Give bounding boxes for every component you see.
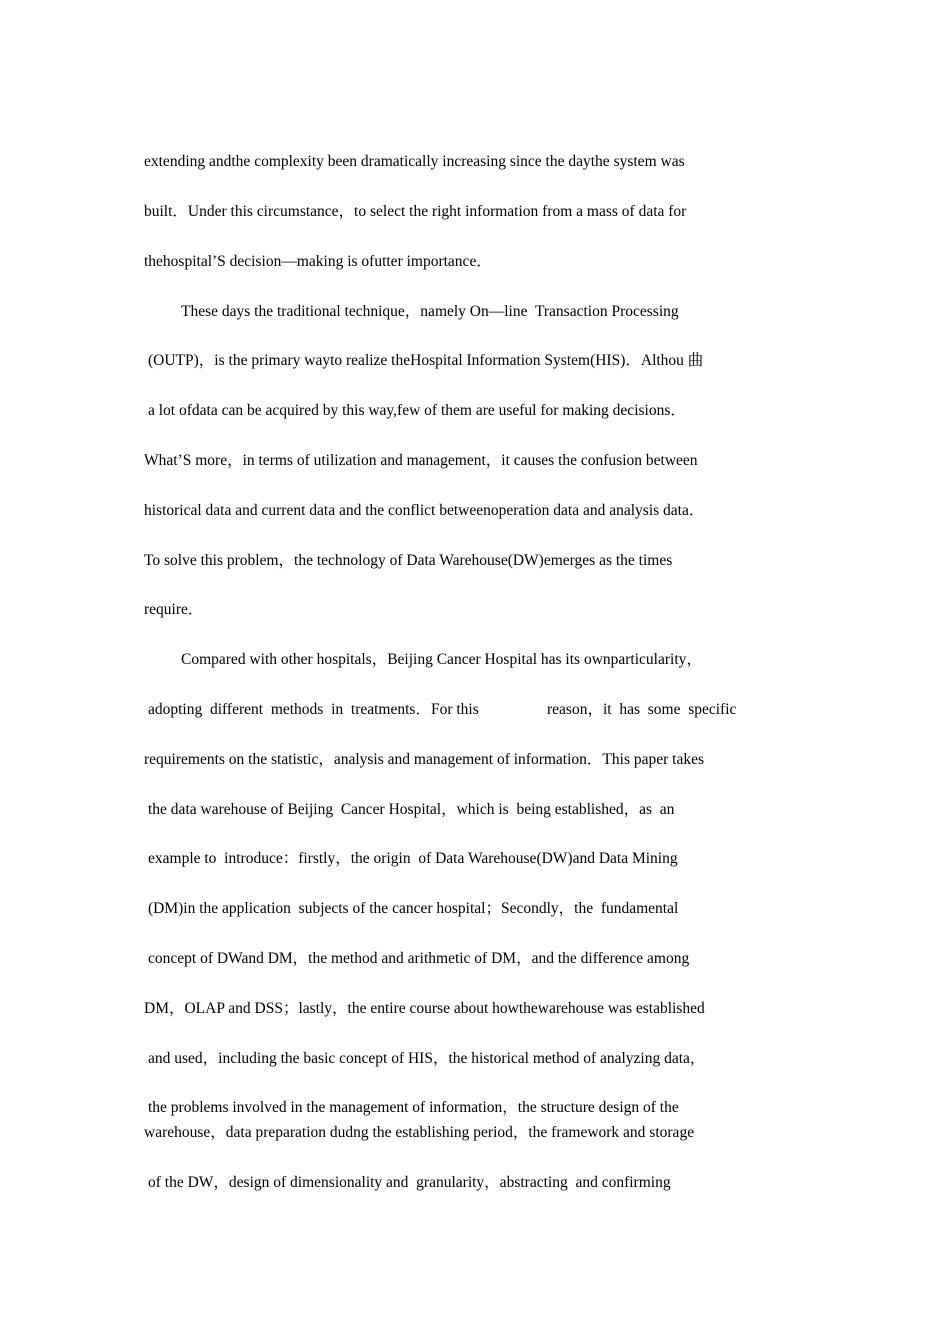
text-line: extending andthe complexity been dramatically increasing since the daythe system was [144,153,685,170]
text-line: built．Under this circumstance，to select the right information from a mass of data for [144,203,687,220]
text-line: Compared with other hospitals，Beijing Cancer Hospital has its ownparticularity， [181,651,702,668]
text-line: To solve this problem，the technology of Data Warehouse(DW)emerges as the times [144,552,673,569]
text-line: warehouse，data preparation dudng the establishing period，the framework and storage [144,1124,695,1141]
text-line: the problems involved in the management of information，the structure design of the [148,1099,679,1116]
text-line: These days the traditional technique，namely On—line Transaction Processing [181,303,679,320]
text-line: (OUTP)，is the primary wayto realize theHospital Information System(HIS)．Althou 曲 [148,352,704,369]
text-line: a lot ofdata can be acquired by this way,few of them are useful for making decisions． [148,402,686,419]
text-line: and used，including the basic concept of HIS，the historical method of analyzing data， [148,1050,706,1067]
text-line: require． [144,601,204,618]
text-line: the data warehouse of Beijing Cancer Hospital，which is being established，as an [148,801,675,818]
text-line: historical data and current data and the conflict betweenoperation data and analysis data． [144,502,705,519]
text-line: adopting different methods in treatments．For this [148,701,479,718]
text-line: thehospital’S decision—making is ofutter importance． [144,253,492,270]
text-line: reason，it has some specific [547,701,737,718]
text-line: DM，OLAP and DSS；lastly，the entire course about howthewarehouse was established [144,1000,705,1017]
text-line: (DM)in the application subjects of the cancer hospital；Secondly，the fundamental [148,900,679,917]
text-line: requirements on the statistic，analysis and management of information．This paper takes [144,751,704,768]
text-line: What’S more，in terms of utilization and management，it causes the confusion between [144,452,698,469]
text-line: example to introduce：firstly，the origin of Data Warehouse(DW)and Data Mining [148,850,678,867]
text-line: concept of DWand DM，the method and arithmetic of DM，and the difference among [148,950,690,967]
text-line: of the DW，design of dimensionality and granularity，abstracting and confirming [148,1174,671,1191]
